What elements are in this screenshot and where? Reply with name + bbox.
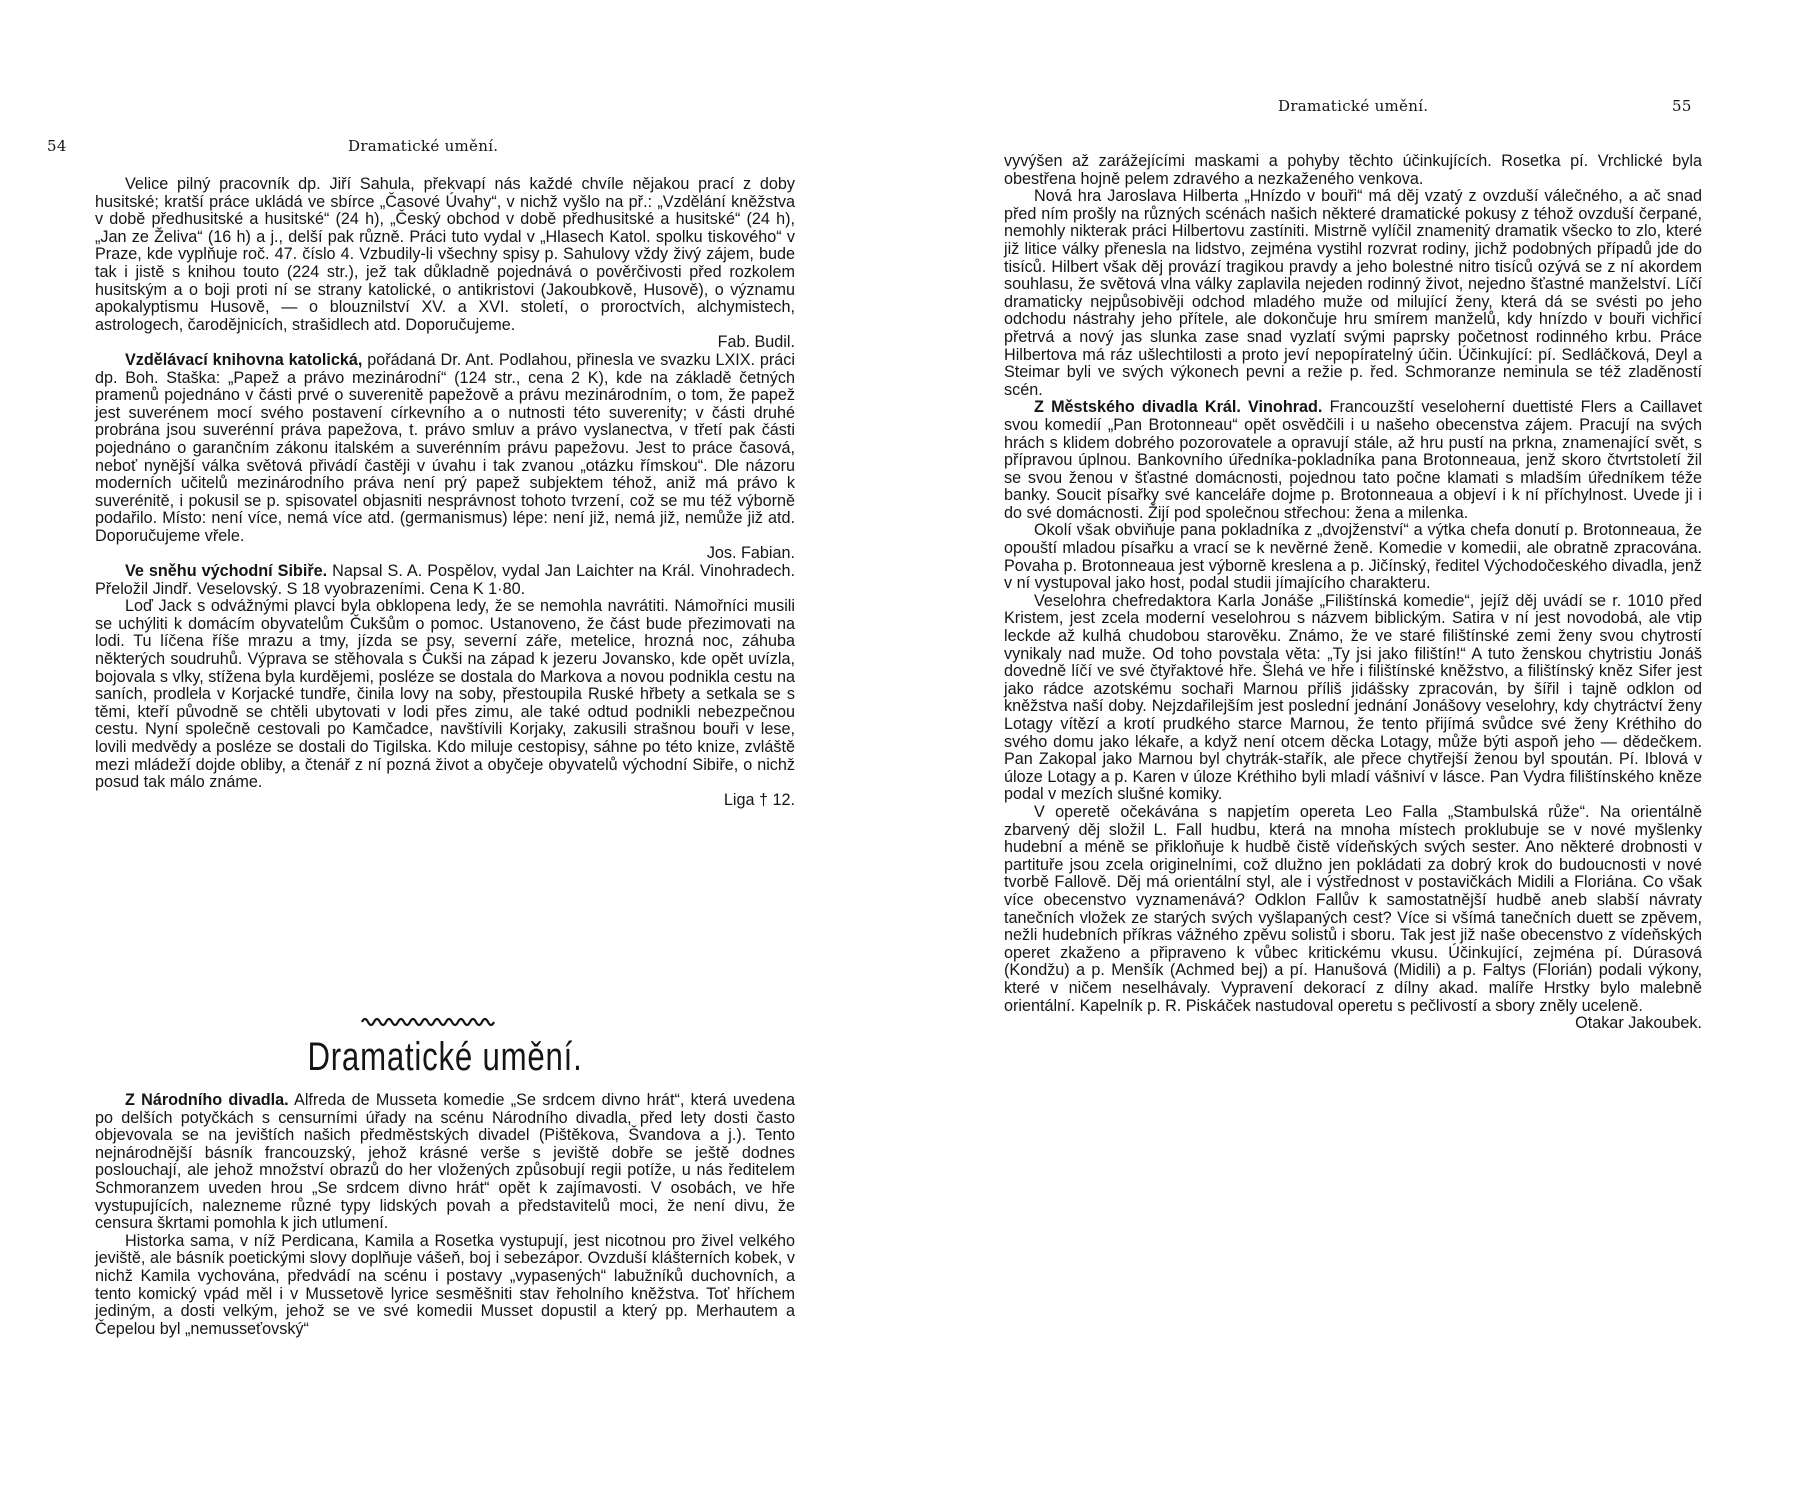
lead-vinohrady: Z Městského divadla Král. Vinohrad.: [1034, 398, 1323, 417]
ornament-divider: [360, 1014, 500, 1028]
left-text-column-bottom: [95, 1092, 795, 1338]
signature-budil: Fab. Budil.: [717, 333, 795, 352]
paragraph-jonas: Veselohra chefredaktora Karla Jonáše „Filištínská komedie“, jejíž děj uvádí se r. 1010 před Kristem, jest zcela moderní veselohrou s názvem biblickým. Satira v ní jest novodobá, ale vtip leckde až kulhá chudobou starověku. Známo, že ve staré filištínské zemi ženy svou chytrostí vynikaly nad muže. Od toho povstala věta: „Ty jsi jako filištín!“ A tuto ženskou chytristiu Jonáš dovedně líčí ve své čtyřaktové hře. Šlehá ve hře i filištínské kněžstvo, a filištínský kněz Sifer jest jako rádce azotskému sochaři Marnou příliš jidášsky zpracován, by šířil i tajně odklon od kněžstva naší doby. Nejzdařilejším jest poslední jednání Jonášovy veselohry, kdy chytráctví ženy Lotagy vítězí a krotí prudkého starce Marnou, že tento přijímá svůdce své ženy Kréthiho do svého domu jako lékaře, a když není otcem děcka Lotagy, může býti aspoň jeho — dědečkem. Pan Zakopal jako Marnou byl chytrák-stařík, ale přece chytřejší ženou byl spoután. Pí. Iblová v úloze Lotagy a p. Karen v úloze Kréthiho byli mladí vášniví v lásce. Pan Vydra filištínského kněze podal v mezích slušné komiky.: [1004, 591, 1702, 804]
paragraph-knihovna: Vzdělávací knihovna katolická, pořádaná Dr. Ant. Podlahou, přinesla ve svazku LXIX. práci dp. Boh. Staška: „Papež a právo mezinárodní“ (124 str., cena 2 K), kde na základě četných pramenů pojednáno v části prvé o suverenitě papežově a právu mezinárodním, o tom, že papež jest suverénem mocí svého postavení církevního a o nutnosti této suverenity; v části druhé probrána jsou suverénní práva papežova, t. právo smluv a právo vyslanectva, v třetí pak části pojednáno o garančním zákonu italském a suverénním právu papežovu. Jest to práce časová, neboť nynější válka světová přivádí častěji v úvahu i tak zvanou „otázku římskou“. Dle názoru moderních učitelů mezinárodního práva není prý papež subjektem téhož, aniž má právo k suverénitě, i pokusil se p. spisovatel objasniti nesprávnost tohoto tvrzení, což se mu též výborně podařilo. Místo: není více, nemá více atd. (germanismus) lépe: není již, nemá již, nemůže již atd. Doporučujeme vřele.: [95, 350, 795, 545]
section-title: Dramatické umění.: [307, 1035, 583, 1079]
page-number: 54: [47, 137, 67, 155]
lead-knihovna: Vzdělávací knihovna katolická,: [125, 350, 363, 369]
signature-liga: Liga † 12.: [723, 790, 795, 809]
paragraph-sibir: Loď Jack s odvážnými plavci byla obklopena ledy, že se nemohla navrátiti. Námořníci musili se uchýliti k domácím obyvatelům Čukšům o pomoc. Ustanoveno, že část bude přezimovati na lodi. Tu líčena říše mrazu a tmy, jízda se psy, severní záře, metelice, hrozná noc, záhuba některých soudruhů. Výprava se stěhovala s Čukši na západ k jezeru Jovansko, kde opět uvízla, bojovala s vlky, stížena byla kurdějemi, posléze se dostala do Markova a novou podnikla cestu na saních, prodlela v Korjacké tundře, činila lovy na soby, přestoupila Ruské hřbety a setkala se s těmi, kteří původně se chtěli ubytovati v lodi přes zimu, ale také odtud podnikli nebezpečnou cestu. Nyní společně cestovali po Kamčadce, navštívili Korjaky, zakusili strašnou bouři v lese, lovili medvědy a posléze se dostali do Tigilska. Kdo miluje cestopisy, sáhne po této knize, zvláště mezi mládeží dojde obliby, a čtenář z ní pozná život a obyčeje obyvatelů východní Sibiře, o nichž posud tak málo známe.: [95, 597, 795, 792]
lead-narodni: Z Národního divadla.: [125, 1091, 289, 1109]
paragraph-sibir-intro: Ve sněhu východní Sibiře. Napsal S. A. Pospělov, vydal Jan Laichter na Král. Vinohradech. Přeložil Jindř. Veselovský. S 18 vyobrazeními. Cena K 1·80.: [95, 562, 795, 598]
paragraph-rosetka: vyvýšen až zarážejícími maskami a pohyby těchto účinkujících. Rosetka pí. Vrchlické byla obestřena hojně pelem zdravého a nezkaženého venkova.: [1004, 152, 1702, 188]
lead-sibir: Ve sněhu východní Sibiře.: [125, 562, 328, 581]
paragraph-sahula: Velice pilný pracovník dp. Jiří Sahula, překvapí nás každé chvíle nějakou prací z doby husitské; kratší práce ukládá ve sbírce „Časové Úvahy“, v nichž vyšlo na př.: „Vzdělání kněžstva v době předhusitské a husitské“ (24 h), „Český obchod v době předhusitské a husitské“ (24 h), „Jan ze Želiva“ (16 h) a j., delší pak různě. Práci tuto vydal v „Hlasech Katol. spolku tiskového“ v Praze, kde vyplňuje roč. 47. číslo 4. Vzbudily-li všechny spisy p. Sahulovy vždy živý zájem, bude tak i jistě s knihou touto (224 str.), jež tak důkladně pojednává o pověrčivosti před rozkolem husitským a o boji proti ní se strany katolické, o antikristovi (Jakoubkově, Husově), o významu apokalyptismu Husově, — o blouznilství XV. a XVI. století, o proroctvích, alchymistech, astrologech, čarodějnicích, strašidlech atd. Doporučujeme.: [95, 175, 795, 334]
paragraph-opereta: V operetě očekávána s napjetím opereta Leo Falla „Stambulská růže“. Na orientálně zbarvený děj složil L. Fall hudbu, která na mnoha místech proklubuje se v nové myšlenky hudební a méně se přikloňuje k hudbě čistě vídeňských svých sester. Ano některé drobnosti v partituře jsou zcela originelními, což dlužno jen pokládati za dobrý krok do budoucnosti v nové tvorbě Fallově. Děj má orientální styl, ale i výstřednost v postavičkách Midili a Floriána. Co však více obecenstvo vyznamenává? Odklon Fallův k samostatnější hudbě aneb slabší návraty tanečních vložek ze starých svých vyšlapaných cest? Více si všímá tanečních duett se zpěvem, nežli hudebních příkras vážného zpěvu solistů i sboru. Tak jest již naše obecenstvo z vídeňských operet zkaženo a připraveno k vůbec kritickému vkusu. Účinkující, zejména pí. Dúrasová (Kondžu) a p. Menšík (Achmed bej) a pí. Hanušová (Midili) a p. Faltys (Florián) podali výkony, které v ničem neselhávaly. Vypravení dekorací z dílny akad. malíře Hrstky bylo malebně orientální. Kapelník p. R. Piskáček nastudoval operetu s pečlivostí a sbory zněly uceleně.: [1004, 802, 1702, 1015]
page-number: 55: [1672, 97, 1692, 115]
signature-fabian: Jos. Fabian.: [706, 544, 795, 563]
paragraph-hilbert: Nová hra Jaroslava Hilberta „Hnízdo v bouři“ má děj vzatý z ovzduší válečného, a ač snad před ním prošly na různých scénách našich některé dramatické pokusy z téhož ovzduší čerpané, nemohly nikterak práci Hilbertovu zastíniti. Mistrně vylíčil znamenitý dramatik všecko to zlo, které již litice války přenesla na lidstvo, zejména vystihl rozvrat rodiny, jichž podobných případů jde do tisíců. Hilbert však děj provází tragikou pravdy a jeho bolestné nitro tisíců ozývá se z ní akordem souhlasu, že světová vlna války zaplavila nejeden rodinný život, nejedno šťastné manželství. Líčí dramaticky nejpůsobivěji odchod mladého muže od milující ženy, která dá se svésti po jeho odchodu nástrahy jeho přítele, ale dokončuje hru smírem manželů, kdy hnízdo v bouři vichřicí přetrvá a nový jas slunka zase snad vyzlatí svými paprsky početnost rodinného krbu. Práce Hilbertova má ráz ušlechtilosti a proto jeví nepopíratelný účin. Účinkující: pí. Sedláčková, Deyl a Steimar byli ve svých výkonech pevni a režie p. řed. Schmoranze neminula se též zladěností scén.: [1004, 187, 1702, 399]
paragraph-vinohrady: Z Městského divadla Král. Vinohrad. Francouzští veseloherní duettisté Flers a Caillavet svou komedií „Pan Brotonneau“ opět osvědčili i u našeho obecenstva zájem. Pracují na svých hrách s klidem dobrého pozorovatele a opravují stále, až hru pustí na prkna, znamenající svět, s přípravou úplnou. Bankovního úředníka-pokladníka pana Brotonneaua, jenž skoro čtvrtstoletí žil se svou ženou v šťastné domácnosti, pojednou tato počne klamati s mladším úředníkem téže banky. Soucit písařky své kanceláře dojme p. Brotonneaua a objeví i k ní příchylnost. Uvede ji i do své domácnosti. Žijí pod společnou střechou: žena a milenka.: [1004, 398, 1702, 522]
right-text-column: [1004, 153, 1702, 1033]
running-head: Dramatické umění.: [348, 137, 499, 155]
paragraph-narodni: Z Národního divadla. Alfreda de Musseta komedie „Se srdcem divno hrát“, která uvedena po delších potyčkách s censurními úřady na scénu Národního divadla, před lety dosti často objevovala se na jevištích našich předměstských divadel (Pištěkova, Švandova a j.). Tento nejnárodnější básník francouzský, jehož krásné verše s jeviště dobře se ještě dodnes poslouchají, ale jehož množství obrazů do her vložených způsobují regii potíže, u nás ředitelem Schmoranzem uveden hrou „Se srdcem divno hrát“ opět k zajímavosti. V osobách, ve hře vystupujících, nalezneme různé typy lidských povah a představitelů moci, že není divu, že censura škrtami pomohla k jich utlumení.: [95, 1091, 796, 1233]
paragraph-historka: Historka sama, v níž Perdicana, Kamila a Rosetka vystupují, jest nicotnou pro živel velkého jeviště, ale básník poetickými slovy doplňuje vášeň, boj i sebezápor. Ovzduší klášterních kobek, v nichž Kamila vychována, předvádí na scénu i postavy „vypasených“ labužníků duchovních, a tento komický vpád měl i v Mussetově lyrice sesměšniti stav řeholního kněžstva. Toť hříchem jediným, a dosti velkým, jehož se ve své komedii Musset dopustil a který pp. Merhautem a Čepelou byl „nemusseťovský“: [95, 1231, 795, 1338]
right-page: [900, 0, 1800, 1500]
paragraph-okoli: Okolí však obviňuje pana pokladníka z „dvojženství“ a výtka chefa donutí p. Brotonneaua, že opouští mladou písařku a vrací se k nevěrné ženě. Komedie v komedii, ale obratně zpracována. Povaha p. Brotonneaua jest výborně kreslena a p. Jičínský, ředitel Východočeského divadla, jenž v ní vystupoval jako host, podal studii jímajícího charakteru.: [1004, 521, 1702, 593]
signature-jakoubek: Otakar Jakoubek.: [1575, 1014, 1702, 1033]
left-text-column: [95, 176, 795, 809]
running-head: Dramatické umění.: [1278, 97, 1429, 115]
